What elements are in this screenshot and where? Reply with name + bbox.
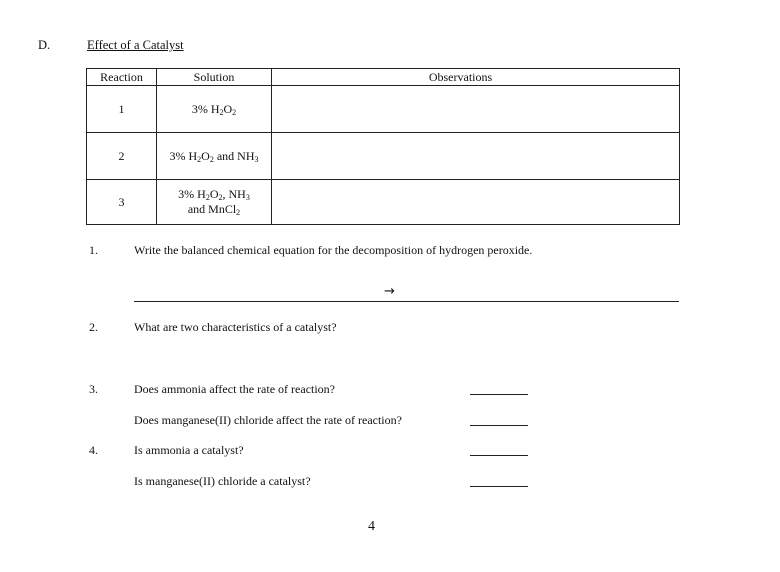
question-number-1: 1.: [89, 243, 98, 257]
page-number: 4: [368, 519, 375, 534]
answer-blank[interactable]: [470, 394, 528, 395]
header-reaction: Reaction: [87, 69, 157, 86]
section-title: Effect of a Catalyst: [87, 38, 184, 52]
question-text-2: What are two characteristics of a catalyst?: [134, 320, 337, 334]
table-row: [87, 86, 680, 133]
observation-cell[interactable]: [272, 133, 680, 180]
reaction-number: 3: [87, 180, 157, 225]
observation-cell[interactable]: [272, 86, 680, 133]
question-text-4b: Is manganese(II) chloride a catalyst?: [134, 474, 311, 488]
reaction-number: 2: [87, 133, 157, 180]
table-row: [87, 180, 680, 225]
equation-answer-line[interactable]: [134, 301, 679, 302]
solution-cell: 3% $H_2O_2$, $NH_3$ and MnCl$_2$: [157, 180, 272, 225]
question-text-1: Write the balanced chemical equation for the decomposition of hydrogen peroxide.: [134, 243, 533, 257]
right-arrow-icon: →: [384, 284, 395, 299]
table-row: [87, 133, 680, 180]
table-header-row: [87, 69, 680, 86]
observations-table: [86, 68, 680, 225]
question-text-3b: Does manganese(II) chloride affect the rate of reaction?: [134, 413, 402, 427]
observation-cell[interactable]: [272, 180, 680, 225]
question-text-4a: Is ammonia a catalyst?: [134, 443, 244, 457]
answer-blank[interactable]: [470, 455, 528, 456]
answer-blank[interactable]: [470, 486, 528, 487]
question-number-2: 2.: [89, 320, 98, 334]
header-solution: Solution: [157, 69, 272, 86]
question-text-3a: Does ammonia affect the rate of reaction?: [134, 382, 336, 396]
section-letter: D.: [38, 38, 51, 52]
solution-cell: 3% $H_2O_2$ and $NH_3$: [157, 133, 272, 180]
header-observations: Observations: [272, 69, 680, 86]
question-number-4: 4.: [89, 443, 98, 457]
reaction-number: 1: [87, 86, 157, 133]
solution-cell: 3% $H_2O_2$: [157, 86, 272, 133]
answer-blank[interactable]: [470, 425, 528, 426]
question-number-3: 3.: [89, 382, 98, 396]
